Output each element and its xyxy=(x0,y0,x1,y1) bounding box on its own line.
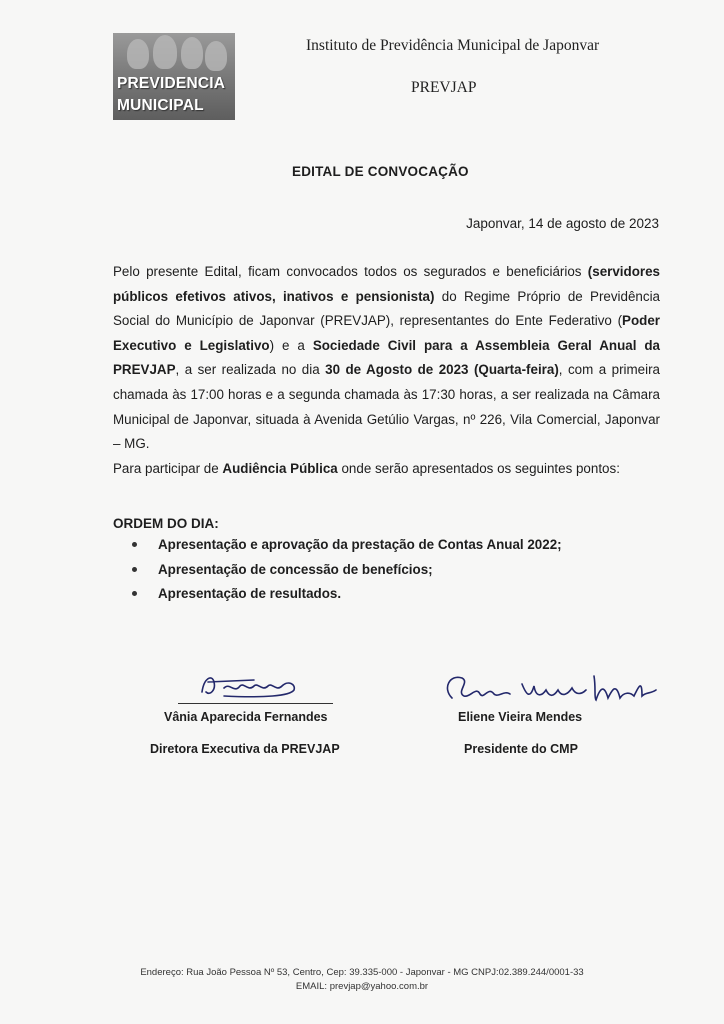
signatory-right-name: Eliene Vieira Mendes xyxy=(458,710,583,724)
agenda-title: ORDEM DO DIA: xyxy=(113,516,219,531)
agenda-item xyxy=(132,533,562,558)
footer-email: EMAIL: prevjap@yahoo.com.br xyxy=(295,981,429,992)
handwritten-signature-right xyxy=(436,668,672,708)
signatory-left-role: Diretora Executiva da PREVJAP xyxy=(150,742,340,756)
notice-paragraph-2 xyxy=(113,457,660,482)
agenda-item xyxy=(132,558,562,583)
bullet-icon xyxy=(132,591,137,596)
logo-text-line1: PREVIDENCIA xyxy=(117,75,226,92)
text-run-bold: Poder Executivo e Legislativo xyxy=(113,313,660,353)
text-run-bold: Sociedade Civil para a Assembleia Geral Anual da PREVJAP xyxy=(113,337,660,378)
agenda-list xyxy=(132,533,562,607)
document-date: Japonvar, 14 de agosto de 2023 xyxy=(466,216,659,231)
bullet-icon xyxy=(132,567,137,572)
signatory-left-name: Vânia Aparecida Fernandes xyxy=(164,710,328,724)
text-run: ) e a xyxy=(269,337,313,353)
text-run-bold: (servidores públicos efetivos ativos, inativos e pensionista) xyxy=(113,264,660,304)
text-run: do Regime Próprio de Previdência Social do Município de Japonvar (PREVJAP), representantes do Ente Federativo ( xyxy=(113,288,660,329)
agenda-item xyxy=(132,582,562,607)
text-run: , com a primeira chamada às 17:00 horas e a segunda chamada às 17:30 horas, a ser realizada na Câmara Municipal de Japonvar, situada à Avenida Getúlio Vargas, nº 226, Vila Comercial, Japonvar – MG. xyxy=(113,362,660,452)
text-run: Pelo presente Edital, ficam convocados todos os segurados e beneficiários xyxy=(113,264,588,279)
footer-address: Endereço: Rua João Pessoa Nº 53, Centro, Cep: 39.335-000 - Japonvar - MG CNPJ:02.389.244/0001-33 xyxy=(140,967,584,978)
text-run: , a ser realizada no dia xyxy=(175,362,326,378)
signatory-right-role: Presidente do CMP xyxy=(464,742,578,756)
bullet-icon xyxy=(132,542,137,547)
agenda-item-text: Apresentação e aprovação da prestação de Contas Anual 2022; xyxy=(158,537,562,552)
text-run: onde serão apresentados os seguintes pontos: xyxy=(337,460,620,476)
text-run-bold: 30 de Agosto de 2023 (Quarta-feira) xyxy=(325,362,559,378)
text-run-bold: Audiência Pública xyxy=(222,460,338,476)
institution-name: Instituto de Previdência Municipal de Japonvar xyxy=(306,37,600,54)
text-run: Para participar de xyxy=(113,460,223,476)
notice-paragraph-1 xyxy=(113,260,660,457)
document-title: EDITAL DE CONVOCAÇÃO xyxy=(292,164,469,179)
handwritten-signature-left xyxy=(184,668,324,704)
agenda-item-text: Apresentação de resultados. xyxy=(158,586,342,601)
agenda-item-text: Apresentação de concessão de benefícios; xyxy=(158,561,433,577)
logo-text-line2: MUNICIPAL xyxy=(117,97,204,114)
institution-abbreviation: PREVJAP xyxy=(411,79,477,96)
notice-body xyxy=(113,260,660,481)
prevjap-logo xyxy=(113,33,235,120)
